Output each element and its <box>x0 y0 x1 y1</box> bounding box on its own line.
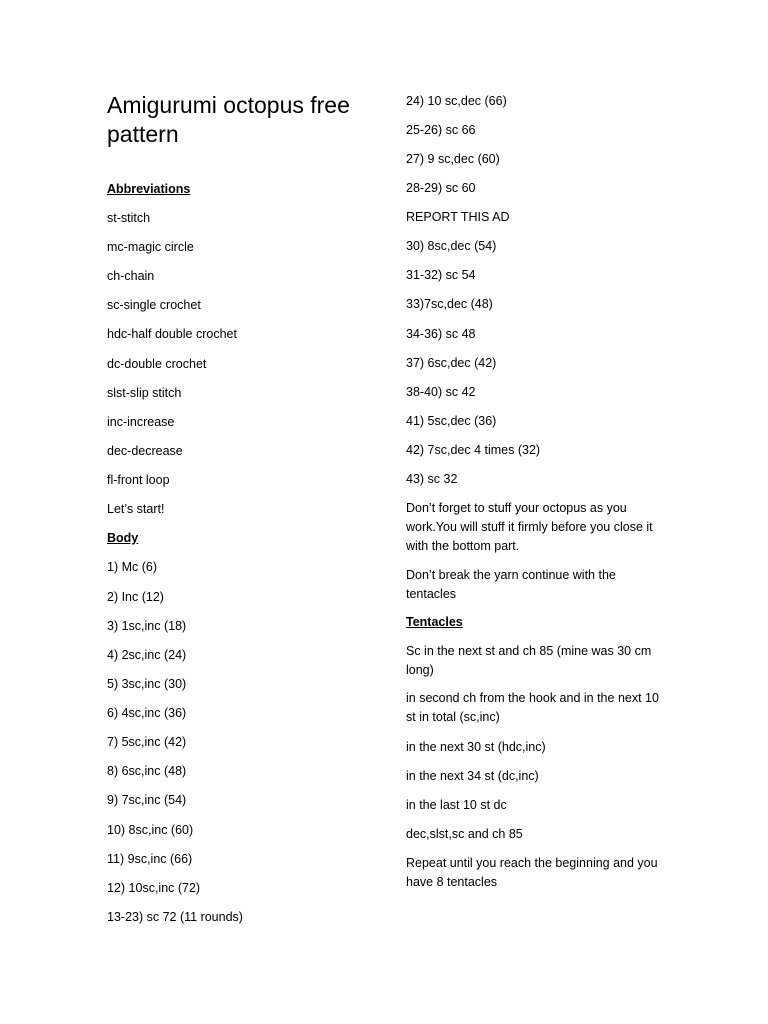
round-item: 38-40) sc 42 <box>406 385 476 399</box>
tentacle-step: Repeat until you reach the beginning and you have 8 tentacles <box>406 856 658 889</box>
tentacle-step: in second ch from the hook and in the next 10 st in total (sc,inc) <box>406 691 659 724</box>
round-item: 34-36) sc 48 <box>406 327 476 341</box>
abbreviation-item: dec-decrease <box>107 444 183 458</box>
round-item: 27) 9 sc,dec (60) <box>406 152 500 166</box>
abbreviation-item: fl-front loop <box>107 473 170 487</box>
yarn-note: Don’t break the yarn continue with the tentacles <box>406 568 616 601</box>
round-item: 2) Inc (12) <box>107 590 164 604</box>
tentacle-step: in the next 30 st (hdc,inc) <box>406 740 546 754</box>
round-item: 28-29) sc 60 <box>406 181 476 195</box>
tentacles-heading: Tentacles <box>406 615 463 629</box>
round-item: 11) 9sc,inc (66) <box>107 852 193 866</box>
round-item: 8) 6sc,inc (48) <box>107 764 187 778</box>
round-item: 6) 4sc,inc (36) <box>107 706 187 720</box>
round-item: 9) 7sc,inc (54) <box>107 793 187 807</box>
abbreviation-item: dc-double crochet <box>107 357 207 371</box>
tentacle-step: dec,slst,sc and ch 85 <box>406 827 523 841</box>
tentacle-step: in the next 34 st (dc,inc) <box>406 769 539 783</box>
tentacle-step: in the last 10 st dc <box>406 798 507 812</box>
abbreviation-item: mc-magic circle <box>107 240 194 254</box>
stuff-note: Don’t forget to stuff your octopus as you work.You will stuff it firmly before you close it with the bottom part. <box>406 501 653 553</box>
round-item: 4) 2sc,inc (24) <box>107 648 187 662</box>
round-item: 1) Mc (6) <box>107 560 157 574</box>
abbreviation-item: sc-single crochet <box>107 298 201 312</box>
round-item: 12) 10sc,inc (72) <box>107 881 201 895</box>
page-title: Amigurumi octopus free pattern <box>107 92 350 147</box>
round-item: 25-26) sc 66 <box>406 123 476 137</box>
start-text: Let’s start! <box>107 502 165 516</box>
abbreviation-item: st-stitch <box>107 211 151 225</box>
round-item: 3) 1sc,inc (18) <box>107 619 187 633</box>
round-item: 10) 8sc,inc (60) <box>107 823 194 837</box>
abbreviations-heading: Abbreviations <box>107 182 191 196</box>
round-item: 13-23) sc 72 (11 rounds) <box>107 910 243 924</box>
abbreviation-item: inc-increase <box>107 415 175 429</box>
abbreviation-item: hdc-half double crochet <box>107 327 237 341</box>
round-item: 5) 3sc,inc (30) <box>107 677 187 691</box>
round-item: 24) 10 sc,dec (66) <box>406 94 507 108</box>
round-item: 41) 5sc,dec (36) <box>406 414 497 428</box>
round-item: 42) 7sc,dec 4 times (32) <box>406 443 541 457</box>
round-item: 7) 5sc,inc (42) <box>107 735 187 749</box>
round-item: 33)7sc,dec (48) <box>406 297 493 311</box>
report-ad-link[interactable]: REPORT THIS AD <box>406 210 510 224</box>
tentacle-step: Sc in the next st and ch 85 (mine was 30 cm long) <box>406 644 652 677</box>
round-item: 30) 8sc,dec (54) <box>406 239 497 253</box>
abbreviation-item: slst-slip stitch <box>107 386 182 400</box>
round-item: 31-32) sc 54 <box>406 268 476 282</box>
abbreviation-item: ch-chain <box>107 269 155 283</box>
round-item: 37) 6sc,dec (42) <box>406 356 497 370</box>
body-heading: Body <box>107 531 139 545</box>
round-item: 43) sc 32 <box>406 472 458 486</box>
